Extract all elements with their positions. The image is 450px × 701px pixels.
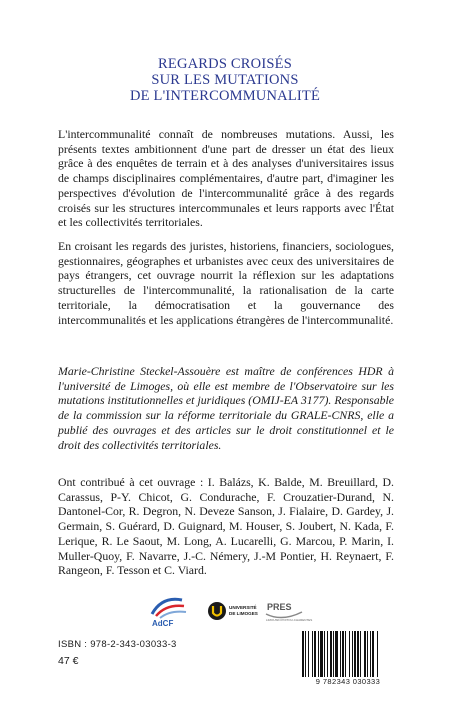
barcode xyxy=(300,631,396,677)
barcode-bar xyxy=(314,631,316,677)
barcode-number: 9 782343 030333 xyxy=(315,677,381,686)
university-limoges-logo xyxy=(207,599,257,623)
barcode-bar xyxy=(377,631,378,677)
barcode-bar xyxy=(360,631,361,677)
svg-text:DE LIMOGES: DE LIMOGES xyxy=(229,611,258,616)
barcode-bar xyxy=(372,631,374,677)
barcode-bar xyxy=(342,631,344,677)
adcf-logo xyxy=(146,594,198,628)
contributors-list: Ont contribué à cet ouvrage : I. Balázs, K. Balde, M. Breuillard, D. Carassus, P-Y. Chicot, G. Condurache, F. Crouzatier-Durand, N. Dantonel-Cor, R. Degron, N. Deveze Sanson, J. Fialaire, D. Gardey, J. Germain, S. Guérard, D. Guignard, M. Houser, S. Joubert, N. Kada, F. Lerique, R. Le Saout, M. Long, A. Lucarelli, G. Marcou, P. Marin, I. Muller-Quoy, F. Navarre, J.-C. Némery, J.-M Pontier, H. Reynaert, F. Rangeon, F. Tesson et C. Viard. xyxy=(58,475,394,578)
barcode-bar xyxy=(318,631,319,677)
barcode-bar xyxy=(320,631,323,677)
partner-logos xyxy=(0,594,450,628)
svg-text:PRES: PRES xyxy=(267,602,292,612)
summary-paragraph: L'intercommunalité connaît de nombreuses mutations. Aussi, les présents textes ambitionnent d'une part de dresser un état des lieux grâce à des enquêtes de terrain et à des analyses d'universitaires issus de champs disciplinaires complémentaires, d'autre part, d'imaginer les perspectives d'évolution de l'intercommunalité grâce à des regards croisés sur les structures intercommunales et leurs rapports avec l'État et les collectivités territoriales. xyxy=(58,127,394,230)
title-line: SUR LES MUTATIONS xyxy=(151,72,299,88)
barcode-bar xyxy=(324,631,325,677)
pres-logo xyxy=(262,598,313,624)
summary-paragraph-2: En croisant les regards des juristes, historiens, financiers, sociologues, gestionnaires, géographes et urbanistes avec ceux des universitaires de pays étrangers, cet ouvrage nourrit la réflexion sur les adaptations structurelles de l'intercommunalité, la rationalisation de la carte territoriale, la démocratisation et la gouvernance des intercommunalités et les applications étrangères de l'intercommunalité. xyxy=(58,239,394,327)
barcode-bar xyxy=(340,631,341,677)
adcf-logo-text: AdCF xyxy=(152,619,174,628)
title-line: DE L'INTERCOMMUNALITÉ xyxy=(129,88,321,104)
barcode-bar xyxy=(308,631,309,677)
title-line: REGARDS CROISÉS xyxy=(158,56,292,72)
barcode-bar xyxy=(364,631,366,677)
barcode-bar xyxy=(312,631,313,677)
barcode-bar xyxy=(333,631,334,677)
barcode-bar xyxy=(345,631,346,677)
barcode-bar xyxy=(357,631,359,677)
barcode-bar xyxy=(370,631,371,677)
barcode-bar xyxy=(335,631,338,677)
author-bio: Marie-Christine Steckel-Assouère est maître de conférences HDR à l'université de Limoges, où elle est membre de l'Observatoire sur les mutations institutionnelles et juridiques (OMIJ-EA 3177). Responsable de la commission sur la réforme territoriale du GRALE-CNRS, elle a publié des ouvrages et des articles sur le droit constitutionnel et le droit des collectivités territoriales. xyxy=(58,364,394,452)
barcode-bar xyxy=(352,631,353,677)
price: 47 € xyxy=(58,655,79,667)
book-title xyxy=(0,56,450,104)
barcode-bar xyxy=(330,631,332,677)
barcode-bar xyxy=(302,631,304,677)
barcode-bar xyxy=(327,631,328,677)
svg-text:UNIVERSITÉ: UNIVERSITÉ xyxy=(229,605,257,610)
svg-text:LIMOUSIN POITOU-CHARENTES: LIMOUSIN POITOU-CHARENTES xyxy=(266,618,313,622)
barcode-bar xyxy=(349,631,350,677)
barcode-bar xyxy=(367,631,368,677)
isbn: ISBN : 978-2-343-03033-3 xyxy=(58,639,177,650)
barcode-bar xyxy=(305,631,306,677)
barcode-bar xyxy=(354,631,356,677)
